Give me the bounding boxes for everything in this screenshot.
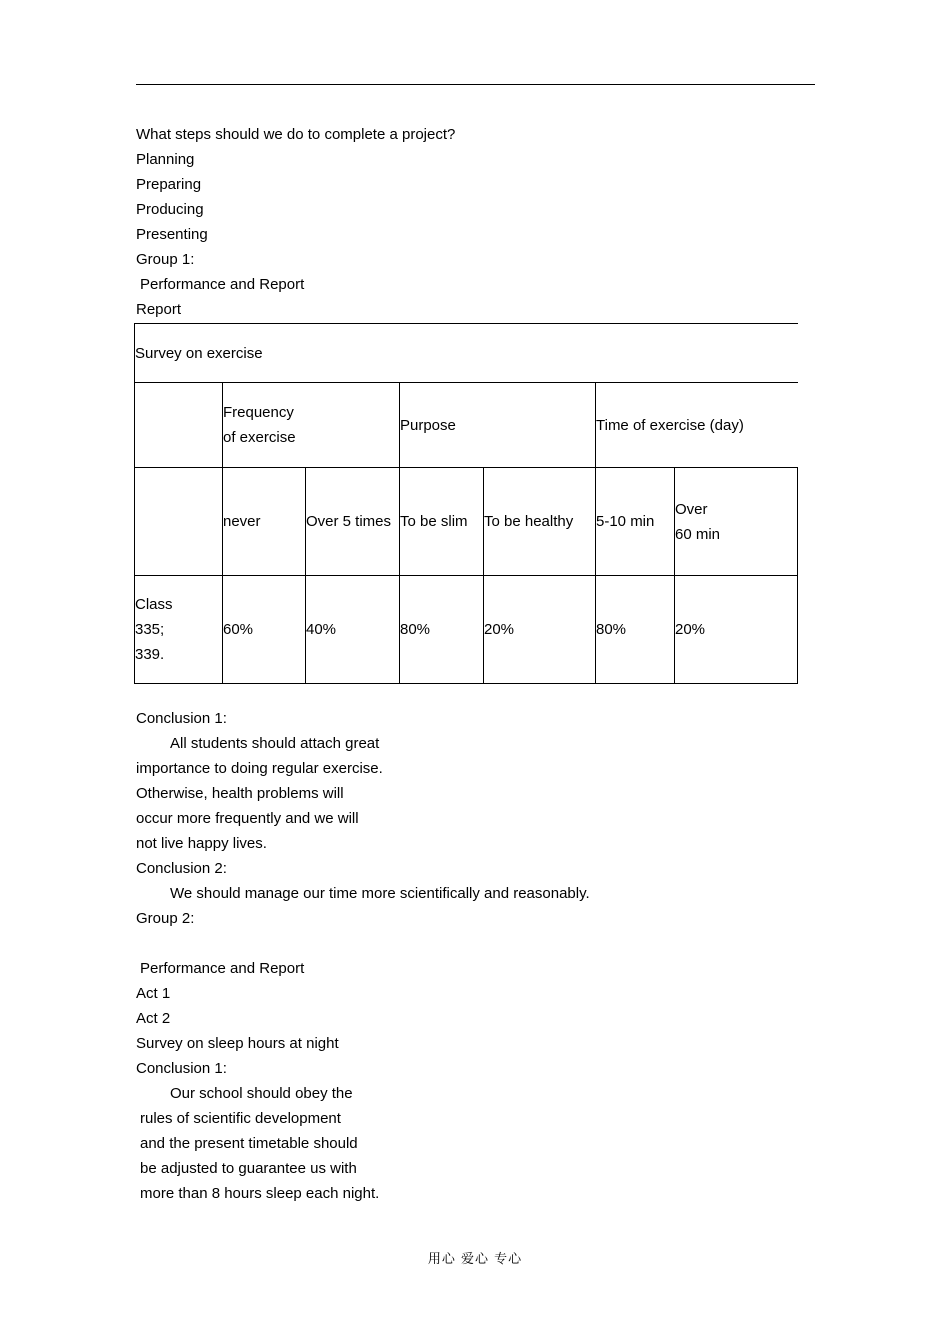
table-title-cell: Survey on exercise xyxy=(135,324,798,383)
row-label-line3: 339. xyxy=(135,646,165,663)
g1-conclusion1-line3: Otherwise, health problems will xyxy=(136,785,344,802)
value-over-5-times: 40% xyxy=(306,576,400,684)
group2-title: Group 2: xyxy=(136,910,195,927)
sleep-survey-title: Survey on sleep hours at night xyxy=(136,1035,339,1052)
value-over-60-min: 20% xyxy=(675,576,798,684)
header-empty-cell xyxy=(135,383,223,468)
row-label-line1: Class xyxy=(135,596,173,613)
step-preparing: Preparing xyxy=(136,176,202,193)
g1-conclusion2-text: We should manage our time more scientifically and reasonably. xyxy=(170,885,590,902)
subheader-over-60-line2: 60 min xyxy=(675,525,721,543)
g1-conclusion1-line5: not live happy lives. xyxy=(136,835,267,852)
g1-conclusion2-label: Conclusion 2: xyxy=(136,860,227,877)
act-1: Act 1 xyxy=(136,985,171,1002)
subheader-to-be-healthy: To be healthy xyxy=(484,468,596,576)
g2-conclusion1-line4: be adjusted to guarantee us with xyxy=(140,1160,357,1177)
row-label-class xyxy=(135,576,223,684)
table-header-row xyxy=(135,383,798,468)
value-never: 60% xyxy=(223,576,306,684)
intro-question: What steps should we do to complete a project? xyxy=(136,126,456,143)
step-planning: Planning xyxy=(136,151,195,168)
page-footer: 用心 爱心 专心 xyxy=(427,1252,523,1267)
header-rule xyxy=(136,84,815,85)
subheader-over-60-min xyxy=(675,468,798,576)
step-producing: Producing xyxy=(136,201,204,218)
table-subheader-row xyxy=(135,468,798,576)
table-row xyxy=(135,576,798,684)
g2-conclusion1-line3: and the present timetable should xyxy=(140,1135,358,1152)
group2-subtitle: Performance and Report xyxy=(140,960,305,977)
group1-title: Group 1: xyxy=(136,251,195,268)
g2-conclusion1-line5: more than 8 hours sleep each night. xyxy=(140,1185,380,1202)
step-presenting: Presenting xyxy=(136,226,208,243)
act-2: Act 2 xyxy=(136,1010,171,1027)
header-time: Time of exercise (day) xyxy=(596,383,798,468)
g1-conclusion1-line4: occur more frequently and we will xyxy=(136,810,359,827)
value-to-be-slim: 80% xyxy=(400,576,484,684)
exercise-survey-table xyxy=(134,323,798,684)
value-to-be-healthy: 20% xyxy=(484,576,596,684)
row-label-line2: 335; xyxy=(135,621,165,638)
g2-conclusion1-line1: Our school should obey the xyxy=(170,1085,353,1102)
header-purpose: Purpose xyxy=(400,383,596,468)
g1-conclusion1-line1: All students should attach great xyxy=(170,735,380,752)
value-5-10-min: 80% xyxy=(596,576,675,684)
header-frequency-line2: of exercise xyxy=(223,429,296,446)
subheader-over-5-times: Over 5 times xyxy=(306,468,400,576)
g1-conclusion1-line2: importance to doing regular exercise. xyxy=(136,760,383,777)
report-label: Report xyxy=(136,301,182,318)
subheader-empty-cell xyxy=(135,468,223,576)
header-frequency-line1: Frequency xyxy=(223,404,294,421)
group1-subtitle: Performance and Report xyxy=(140,276,305,293)
g2-conclusion1-line2: rules of scientific development xyxy=(140,1110,341,1127)
g1-conclusion1-label: Conclusion 1: xyxy=(136,710,227,727)
table-title-row xyxy=(135,324,798,383)
subheader-never: never xyxy=(223,468,306,576)
header-frequency xyxy=(223,383,400,468)
subheader-to-be-slim: To be slim xyxy=(400,468,484,576)
g2-conclusion1-label: Conclusion 1: xyxy=(136,1060,227,1077)
subheader-5-10-min: 5-10 min xyxy=(596,468,675,576)
subheader-over-60-line1: Over xyxy=(675,500,708,518)
